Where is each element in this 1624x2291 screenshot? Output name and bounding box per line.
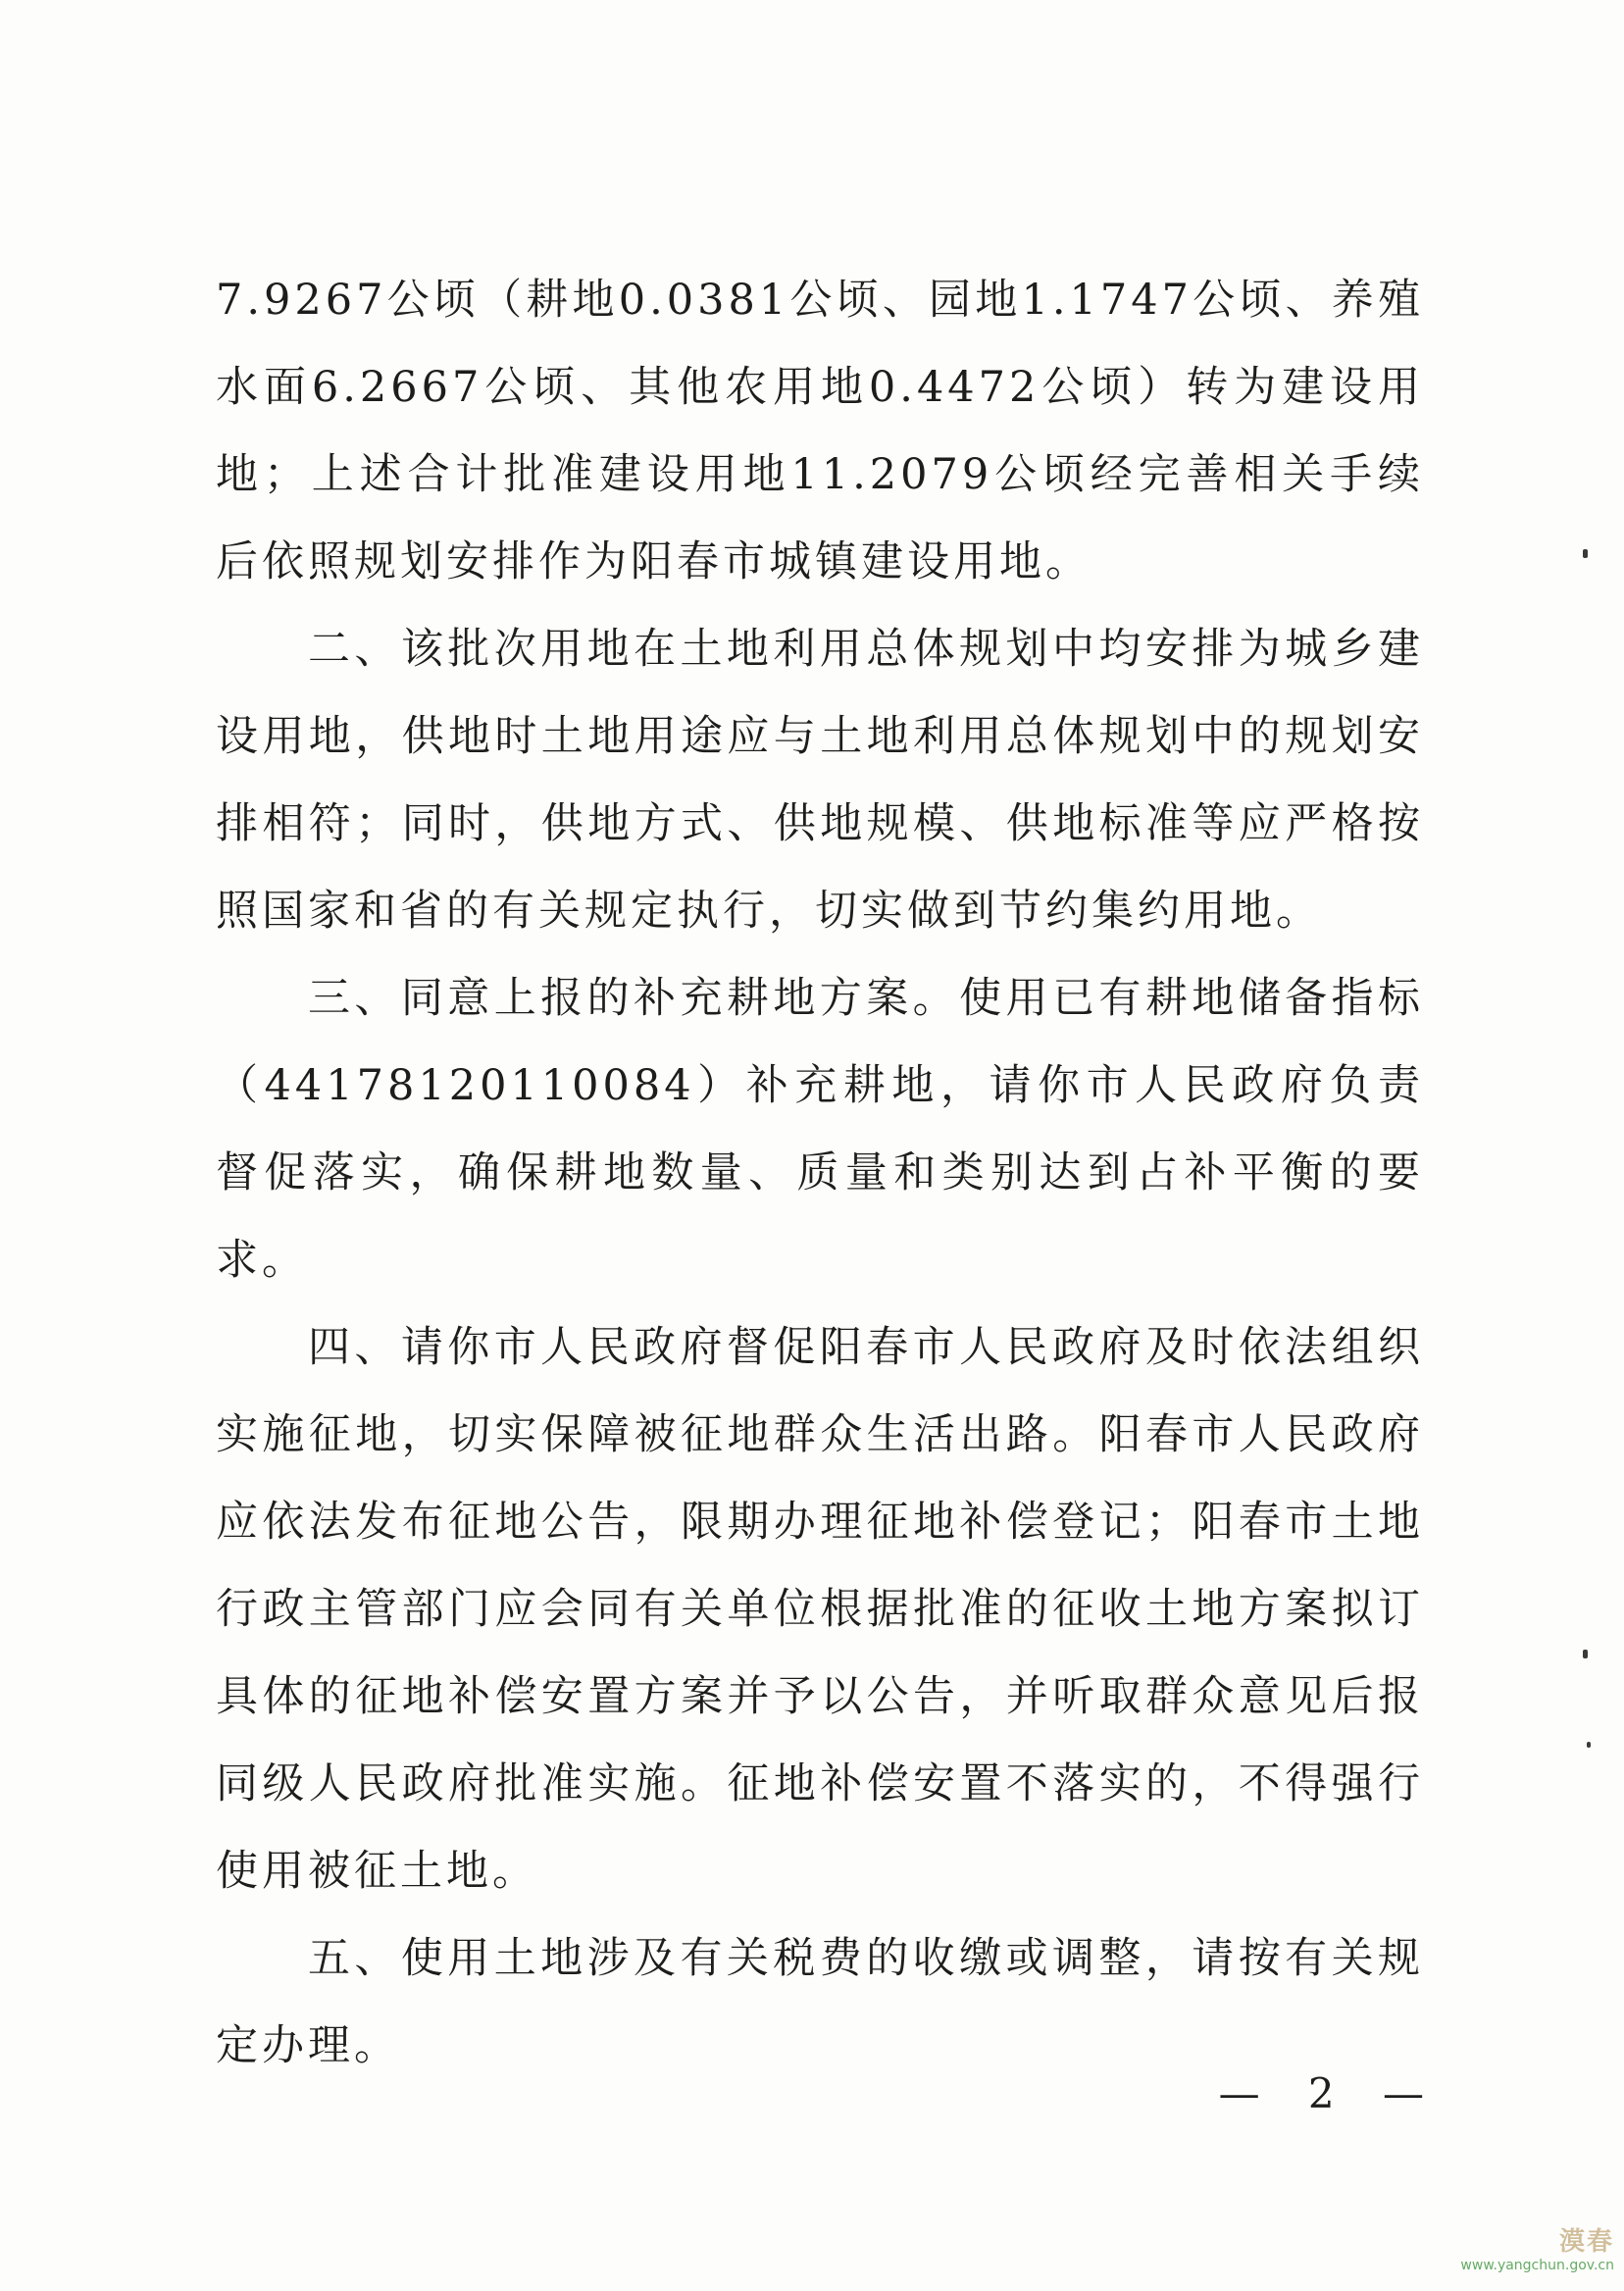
paragraph-two-planning: 二、该批次用地在土地利用总体规划中均安排为城乡建设用地，供地时土地用途应与土地利用总体规划中的规划安排相符；同时，供地方式、供地规模、供地标准等应严格按照国家和省的有关规定执行，切实做到节约集约用地。 [216,625,1424,936]
paragraph-land-conversion: 7.9267公顷（耕地0.0381公顷、园地1.1747公顷、养殖水面6.2667公顷、其他农用地0.4472公顷）转为建设用地；上述合计批准建设用地11.2079公顷经完善相关手续后依照规划安排作为阳春市城镇建设用地。 [216,276,1424,586]
site-watermark [1460,2221,1614,2273]
watermark-brand: 漠春 [1558,2227,1614,2257]
scan-speck [1587,1742,1591,1748]
paragraph-three-farmland: 三、同意上报的补充耕地方案。使用已有耕地储备指标（44178120110084）补充耕地，请你市人民政府负责督促落实，确保耕地数量、质量和类别达到占补平衡的要求。 [216,974,1424,1285]
scan-speck [1583,549,1588,558]
page-number: — 2 — [1218,2069,1442,2117]
scan-speck [1583,1650,1588,1658]
paragraph-five-taxes: 五、使用土地涉及有关税费的收缴或调整，请按有关规定办理。 [216,1934,1424,2070]
paragraph-four-requisition: 四、请你市人民政府督促阳春市人民政府及时依法组织实施征地，切实保障被征地群众生活出路。阳春市人民政府应依法发布征地公告，限期办理征地补偿登记；阳春市土地行政主管部门应会同有关单位根据批准的征收土地方案拟订具体的征地补偿安置方案并予以公告，并听取群众意见后报同级人民政府批准实施。征地补偿安置不落实的，不得强行使用被征土地。 [216,1323,1424,1896]
document-body [216,257,1424,2090]
watermark-url: www.yangchun.gov.cn [1460,2258,1614,2273]
